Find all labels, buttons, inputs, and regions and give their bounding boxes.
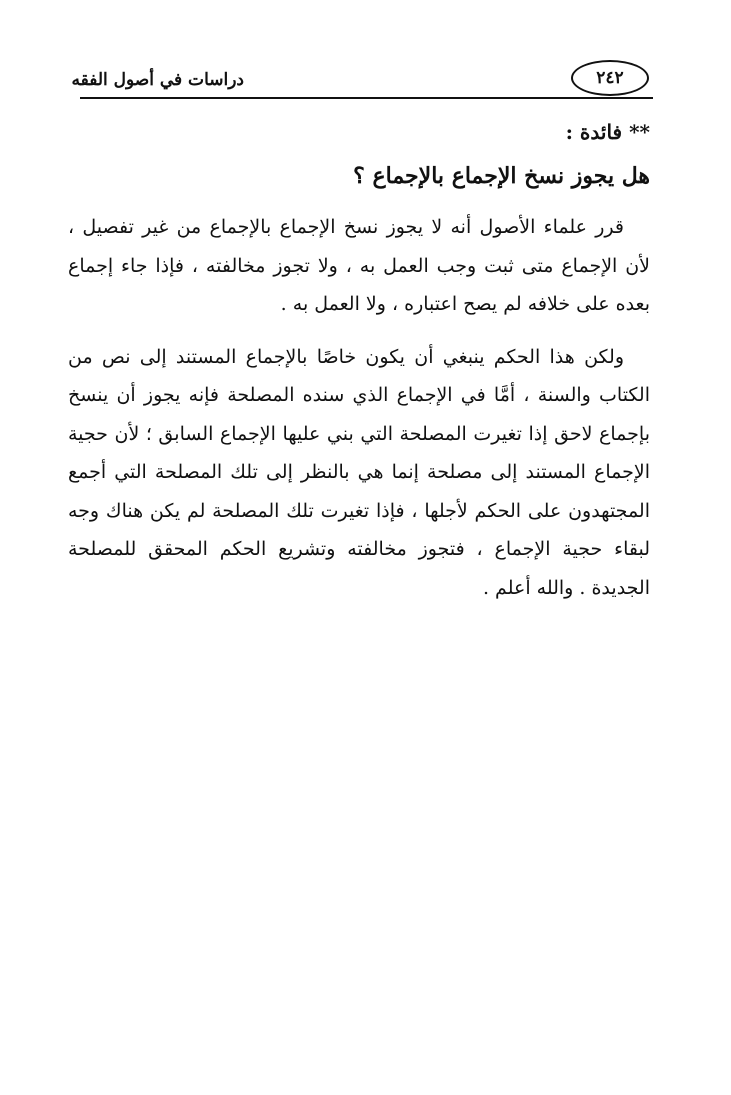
section-label: ** فائدة : — [565, 120, 650, 144]
paragraph-2: ولكن هذا الحكم ينبغي أن يكون خاصًا بالإجماع المستند إلى نص من الكتاب والسنة ، أمَّا في الإجماع الذي سنده المصلحة فإنه يجوز أن ينسخ بإجماع لاحق إذا تغيرت المصلحة التي بني عليها الإجماع السابق ؛ لأن حجية الإجماع المستند إلى مصلحة إنما هي بالنظر إلى تلك المصلحة التي أجمع المجتهدون على الحكم لأجلها ، فإذا تغيرت تلك المصلحة لم يكن هناك وجه لبقاء حجية الإجماع ، فتجوز مخالفته وتشريع الحكم المحقق للمصلحة الجديدة . والله أعلم . — [68, 345, 650, 599]
running-title: دراسات في أصول الفقه — [71, 70, 244, 90]
paragraph-1: قرر علماء الأصول أنه لا يجوز نسخ الإجماع بالإجماع من غير تفصيل ، لأن الإجماع متى ثبت وجب العمل به ، ولا تجوز مخالفته ، فإذا جاء إجماع بعده على خلافه لم يصح اعتباره ، ولا العمل به . — [68, 216, 650, 315]
section-heading: هل يجوز نسخ الإجماع بالإجماع ؟ — [353, 163, 650, 189]
page-number-oval — [571, 60, 649, 96]
page-number: ٢٤٢ — [596, 68, 624, 88]
header-rule — [80, 97, 653, 99]
page-body — [68, 116, 650, 621]
